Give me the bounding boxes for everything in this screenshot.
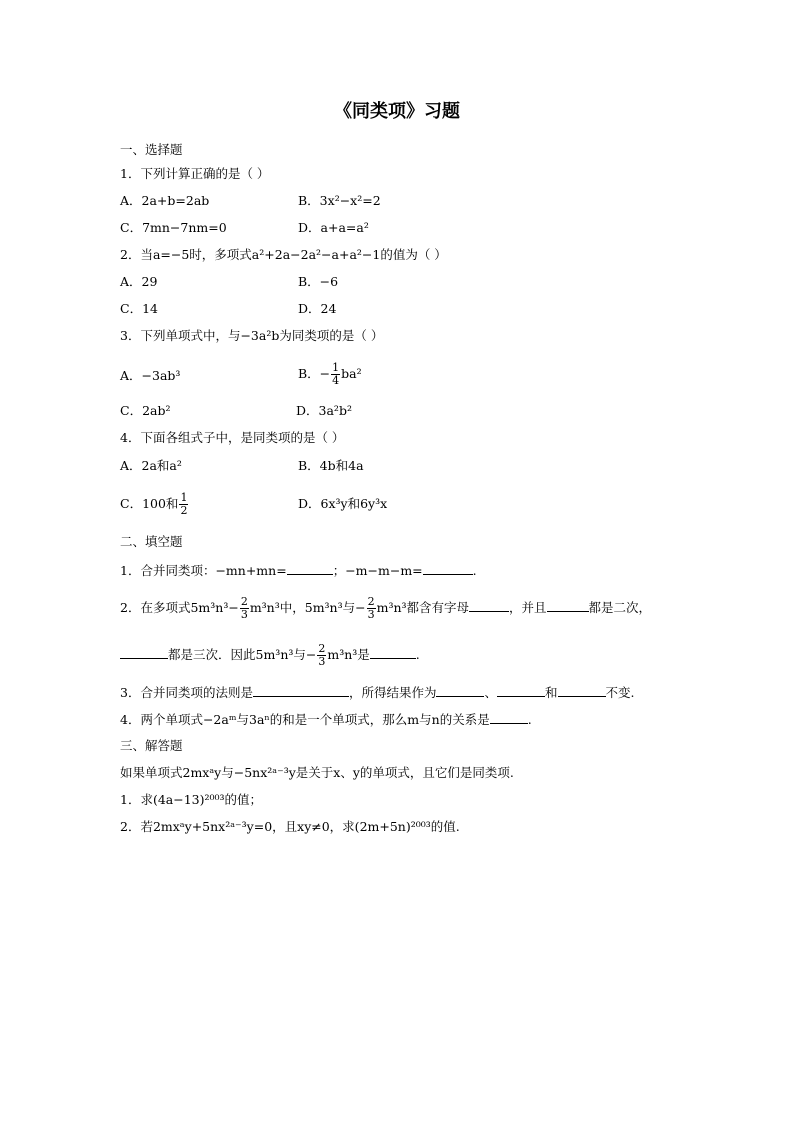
answer-blank[interactable] [253,682,349,697]
question-2-option-c: C．14 [120,301,158,316]
question-3-option-a: A．−3ab³ [120,368,181,383]
fraction-numerator: 1 [180,491,188,504]
answer-blank[interactable] [547,597,589,612]
fill-1-text-a: 1．合并同类项：−mn+mn= [120,563,287,578]
question-4-option-c-prefix: C．100和 [120,496,179,511]
fill-2-text-e: 都是二次， [588,600,652,615]
fill-3-text-a: 3．合并同类项的法则是 [120,685,253,700]
fill-2-text-c: m³n³都含有字母 [376,600,470,615]
question-4-option-d: D．6x³y和6y³x [298,496,388,511]
question-1-option-d: D．a+a=a² [298,220,369,235]
fraction-denominator: 3 [318,655,326,668]
question-4-option-c [120,487,189,521]
fill-4-text-a: 4．两个单项式−2aᵐ与3aⁿ的和是一个单项式，那么m与n的关系是 [120,712,490,727]
fraction-numerator: 2 [318,642,326,655]
question-1-option-b: B．3x²−x²=2 [298,193,381,208]
fraction-denominator: 2 [180,504,188,517]
answer-blank[interactable] [436,682,484,697]
question-1-option-a: A．2a+b=2ab [120,193,210,208]
question-3-option-c: C．2ab² [120,403,171,418]
section-heading-solve: 三、解答题 [120,738,183,753]
fraction-denominator: 4 [332,374,340,387]
fill-2-text-a: 2．在多项式5m³n³− [120,600,239,615]
fill-3-text-e: 不变. [605,685,635,700]
question-4-option-a: A．2a和a² [120,458,182,473]
answer-blank[interactable] [469,597,509,612]
solve-question-1: 1．求(4a−13)²⁰⁰³的值； [120,792,263,807]
fraction-two-thirds [240,596,249,621]
fraction-two-thirds [317,643,326,668]
section-heading-fill: 二、填空题 [120,534,183,549]
fraction-numerator: 2 [367,595,375,608]
answer-blank[interactable] [287,560,333,575]
fill-2-line-1 [120,591,651,625]
fill-3-text-c: 、 [484,685,497,700]
fraction-one-quarter [331,362,340,387]
question-3-option-d: D．3a²b² [296,403,352,418]
question-3-stem: 3．下列单项式中，与−3a²b为同类项的是（ ） [120,328,384,343]
fraction-two-thirds [367,596,376,621]
fraction-numerator: 2 [240,595,248,608]
question-3-option-b [298,357,362,391]
question-3-option-b-prefix: B．− [298,366,331,381]
fill-3 [120,682,635,703]
answer-blank[interactable] [490,709,528,724]
solve-question-2: 2．若2mxᵃy+5nx²ᵃ⁻³y=0，且xy≠0，求(2m+5n)²⁰⁰³的值. [120,819,460,834]
fraction-one-half [179,492,188,517]
question-2-option-b: B．−6 [298,274,339,289]
answer-blank[interactable] [370,644,416,659]
question-2-stem: 2．当a=−5时，多项式a²+2a−2a²−a+a²−1的值为（ ） [120,247,447,262]
fill-4 [120,709,532,730]
fraction-numerator: 1 [332,361,340,374]
fill-2-text-b: m³n³中，5m³n³与− [249,600,366,615]
question-4-option-b: B．4b和4a [298,458,364,473]
fill-2-text-g: m³n³是 [327,647,370,662]
fill-1 [120,560,477,581]
fill-2-text-f: 都是三次．因此5m³n³与− [168,647,317,662]
fill-1-text-b: ；−m−m−m= [332,563,423,578]
solve-intro: 如果单项式2mxᵃy与−5nx²ᵃ⁻³y是关于x、y的单项式，且它们是同类项. [120,765,514,780]
fill-2-text-h: . [415,647,420,662]
fraction-denominator: 3 [367,608,375,621]
question-1-stem: 1．下列计算正确的是（ ） [120,166,270,181]
question-3-option-b-suffix: ba² [341,366,362,381]
fill-3-text-d: 和 [545,685,558,700]
section-heading-choice: 一、选择题 [120,142,183,157]
fill-2-text-d: ，并且 [509,600,547,615]
answer-blank[interactable] [120,644,168,659]
question-2-option-a: A．29 [120,274,158,289]
fraction-denominator: 3 [240,608,248,621]
question-1-option-c: C．7mn−7nm=0 [120,220,227,235]
answer-blank[interactable] [423,560,473,575]
answer-blank[interactable] [497,682,545,697]
answer-blank[interactable] [558,682,606,697]
fill-3-text-b: ，所得结果作为 [348,685,437,700]
page-title: 《同类项》习题 [334,101,460,122]
fill-4-text-b: . [527,712,532,727]
question-4-stem: 4．下面各组式子中，是同类项的是（ ） [120,430,345,445]
fill-1-text-c: . [472,563,477,578]
question-2-option-d: D．24 [298,301,337,316]
fill-2-line-2 [120,638,420,672]
